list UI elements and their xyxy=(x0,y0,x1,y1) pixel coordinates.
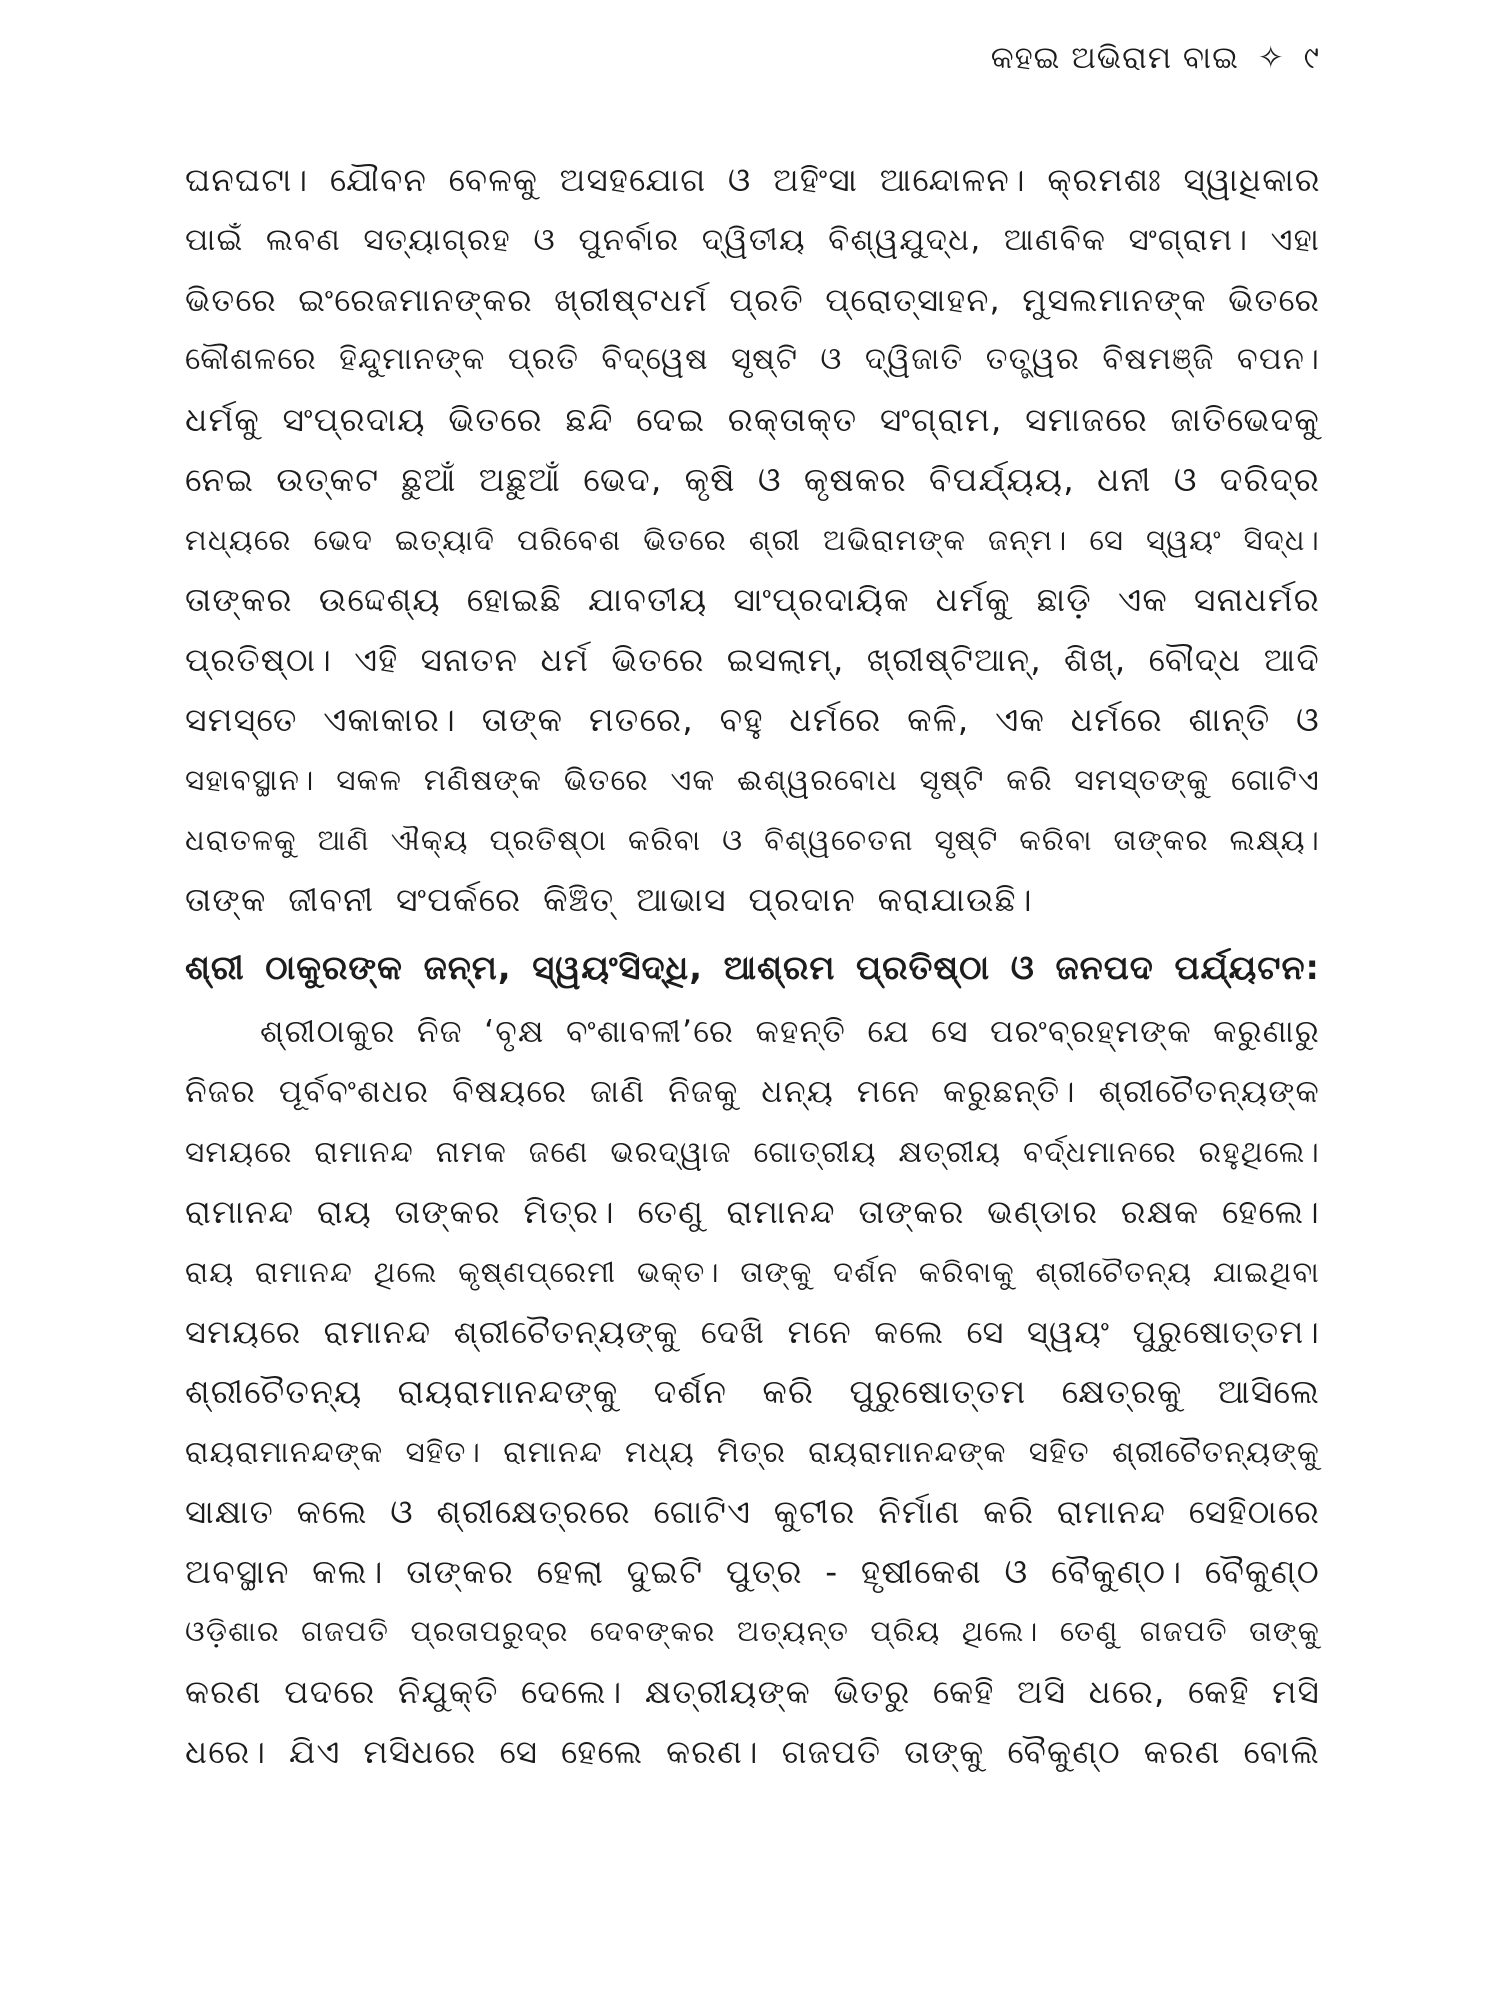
text-line: ତାଙ୍କ ଜୀବନୀ ସଂପର୍କରେ କିଞ୍ଚିତ୍ ଆଭାସ ପ୍ରଦାନ କରାଯାଉଛି। xyxy=(185,880,1033,919)
star-ornament-icon: ✧ xyxy=(1257,40,1285,76)
text-line: ସହାବସ୍ଥାନ। ସକଳ ମଣିଷଙ୍କ ଭିତରେ ଏକ ଈଶ୍ୱରବୋଧ ସୃଷ୍ଟି କରି ସମସ୍ତଙ୍କୁ ଗୋଟିଏ xyxy=(185,763,1320,797)
text-line: ନେଇ ଉତ୍କଟ ଛୁଆଁ ଅଛୁଆଁ ଭେଦ, କୃଷି ଓ କୃଷକର ବିପର୍ଯ୍ୟୟ, ଧନୀ ଓ ଦରିଦ୍ର xyxy=(185,460,1320,499)
text-line: ରାମାନନ୍ଦ ରାୟ ତାଙ୍କର ମିତ୍ର। ତେଣୁ ରାମାନନ୍ଦ ତାଙ୍କର ଭଣ୍ଡାର ରକ୍ଷକ ହେଲେ। xyxy=(185,1193,1320,1231)
text-line: ସମୟରେ ରାମାନନ୍ଦ ନାମକ ଜଣେ ଭରଦ୍ୱାଜ ଗୋତ୍ରୀୟ କ୍ଷତ୍ରୀୟ ବର୍ଦ୍ଧମାନରେ ରହୁଥିଲେ। xyxy=(185,1135,1320,1169)
text-line: ତାଙ୍କର ଉଦ୍ଦେଶ୍ୟ ହୋଇଛି ଯାବତୀୟ ସାଂପ୍ରଦାୟିକ ଧର୍ମକୁ ଛାଡ଼ି ଏକ ସନାଧର୍ମର xyxy=(185,580,1320,619)
paragraph-2 xyxy=(185,1002,1320,1782)
text-line: ଅବସ୍ଥାନ କଲ। ତାଙ୍କର ହେଲା ଦୁଇଟି ପୁତ୍ର - ହୃଷୀକେଶ ଓ ବୈକୁଣ୍ଠ। ବୈକୁଣ୍ଠ xyxy=(185,1552,1320,1591)
text-line: ରାୟ ରାମାନନ୍ଦ ଥିଲେ କୃଷ୍ଣପ୍ରେମୀ ଭକ୍ତ। ତାଙ୍କୁ ଦର୍ଶନ କରିବାକୁ ଶ୍ରୀଚୈତନ୍ୟ ଯାଇଥିବା xyxy=(185,1255,1320,1289)
page-number: ୯ xyxy=(1303,40,1320,76)
section-heading: ଶ୍ରୀ ଠାକୁରଙ୍କ ଜନ୍ମ, ସ୍ୱୟଂସିଦ୍ଧି, ଆଶ୍ରମ ପ୍ରତିଷ୍ଠା ଓ ଜନପଦ ପର୍ଯ୍ୟଟନ: xyxy=(185,948,1320,987)
text-line: ମଧ୍ୟରେ ଭେଦ ଇତ୍ୟାଦି ପରିବେଶ ଭିତରେ ଶ୍ରୀ ଅଭିରାମଙ୍କ ଜନ୍ମ। ସେ ସ୍ୱୟଂ ସିଦ୍ଧ। xyxy=(185,523,1320,557)
text-line: କୌଶଳରେ ହିନ୍ଦୁମାନଙ୍କ ପ୍ରତି ବିଦ୍ୱେଷ ସୃଷ୍ଟି ଓ ଦ୍ୱିଜାତି ତତ୍ତ୍ୱର ବିଷମଞ୍ଜି ବପନ। xyxy=(185,342,1320,377)
text-line: ଧରେ। ଯିଏ ମସିଧରେ ସେ ହେଲେ କରଣ। ଗଜପତି ତାଙ୍କୁ ବୈକୁଣ୍ଠ କରଣ ବୋଲି xyxy=(185,1733,1320,1771)
text-line: ଭିତରେ ଇଂରେଜମାନଙ୍କର ଖ୍ରୀଷ୍ଟଧର୍ମ ପ୍ରତି ପ୍ରୋତ୍ସାହନ, ମୁସଲମାନଙ୍କ ଭିତରେ xyxy=(185,281,1321,319)
paragraph-1 xyxy=(185,150,1320,930)
text-line: ଓଡ଼ିଶାର ଗଜପତି ପ୍ରତାପରୁଦ୍ର ଦେବଙ୍କର ଅତ୍ୟନ୍ତ ପ୍ରିୟ ଥିଲେ। ତେଣୁ ଗଜପତି ତାଙ୍କୁ xyxy=(185,1615,1320,1648)
text-line: ସାକ୍ଷାତ କଲେ ଓ ଶ୍ରୀକ୍ଷେତ୍ରରେ ଗୋଟିଏ କୁଟୀର ନିର୍ମାଣ କରି ରାମାନନ୍ଦ ସେହିଠାରେ xyxy=(185,1493,1320,1531)
body-text xyxy=(185,150,1320,1782)
text-line: ଧରାତଳକୁ ଆଣି ଐକ୍ୟ ପ୍ରତିଷ୍ଠା କରିବା ଓ ବିଶ୍ୱଚେତନା ସୃଷ୍ଟି କରିବା ତାଙ୍କର ଲକ୍ଷ୍ୟ। xyxy=(185,823,1320,857)
text-line: ଧର୍ମକୁ ସଂପ୍ରଦାୟ ଭିତରେ ଛନ୍ଦି ଦେଇ ରକ୍ତାକ୍ତ ସଂଗ୍ରାମ, ସମାଜରେ ଜାତିଭେଦକୁ xyxy=(185,400,1320,439)
running-header xyxy=(983,40,1320,77)
text-line: ଶ୍ରୀଚୈତନ୍ୟ ରାୟରାମାନନ୍ଦଙ୍କୁ ଦର୍ଶନ କରି ପୁରୁଷୋତ୍ତମ କ୍ଷେତ୍ରକୁ ଆସିଲେ xyxy=(185,1372,1320,1411)
text-line: ପ୍ରତିଷ୍ଠା। ଏହି ସନାତନ ଧର୍ମ ଭିତରେ ଇସଲାମ୍, ଖ୍ରୀଷ୍ଟିଆନ୍, ଶିଖ୍, ବୌଦ୍ଧ ଆଦି xyxy=(185,641,1320,679)
text-line: ରାୟରାମାନନ୍ଦଙ୍କ ସହିତ। ରାମାନନ୍ଦ ମଧ୍ୟ ମିତ୍ର ରାୟରାମାନନ୍ଦଙ୍କ ସହିତ ଶ୍ରୀଚୈତନ୍ୟଙ୍କୁ xyxy=(185,1435,1320,1469)
text-line: ସମୟରେ ରାମାନନ୍ଦ ଶ୍ରୀଚୈତନ୍ୟଙ୍କୁ ଦେଖି ମନେ କଲେ ସେ ସ୍ୱୟଂ ପୁରୁଷୋତ୍ତମ। xyxy=(185,1313,1320,1351)
text-line: କରଣ ପଦରେ ନିଯୁକ୍ତି ଦେଲେ। କ୍ଷତ୍ରୀୟଙ୍କ ଭିତରୁ କେହି ଅସି ଧରେ, କେହି ମସି xyxy=(185,1673,1320,1711)
text-line: ଶ୍ରୀଠାକୁର ନିଜ ‘ବୃକ୍ଷ ବଂଶାବଳୀ’ରେ କହନ୍ତି ଯେ ସେ ପରଂବ୍ରହ୍ମଙ୍କ କରୁଣାରୁ xyxy=(260,1014,1320,1050)
text-line: ସମସ୍ତେ ଏକାକାର। ତାଙ୍କ ମତରେ, ବହୁ ଧର୍ମରେ କଳି, ଏକ ଧର୍ମରେ ଶାନ୍ତି ଓ xyxy=(185,700,1320,739)
text-line: ପାଇଁ ଲବଣ ସତ୍ୟାଗ୍ରହ ଓ ପୁନର୍ବାର ଦ୍ୱିତୀୟ ବିଶ୍ୱଯୁଦ୍ଧ, ଆଣବିକ ସଂଗ୍ରାମ। ଏହା xyxy=(185,222,1320,258)
text-line: ଘନଘଟା। ଯୌବନ ବେଳକୁ ଅସହଯୋଗ ଓ ଅହିଂସା ଆନ୍ଦୋଳନ। କ୍ରମଶଃ ସ୍ୱାଧିକାର xyxy=(185,161,1321,199)
text-line: ନିଜର ପୂର୍ବବଂଶଧର ବିଷୟରେ ଜାଣି ନିଜକୁ ଧନ୍ୟ ମନେ କରୁଛନ୍ତି। ଶ୍ରୀଚୈତନ୍ୟଙ୍କ xyxy=(185,1074,1320,1110)
running-header-title: କହଇ ଅଭିରାମ ବାଇ xyxy=(990,40,1239,76)
